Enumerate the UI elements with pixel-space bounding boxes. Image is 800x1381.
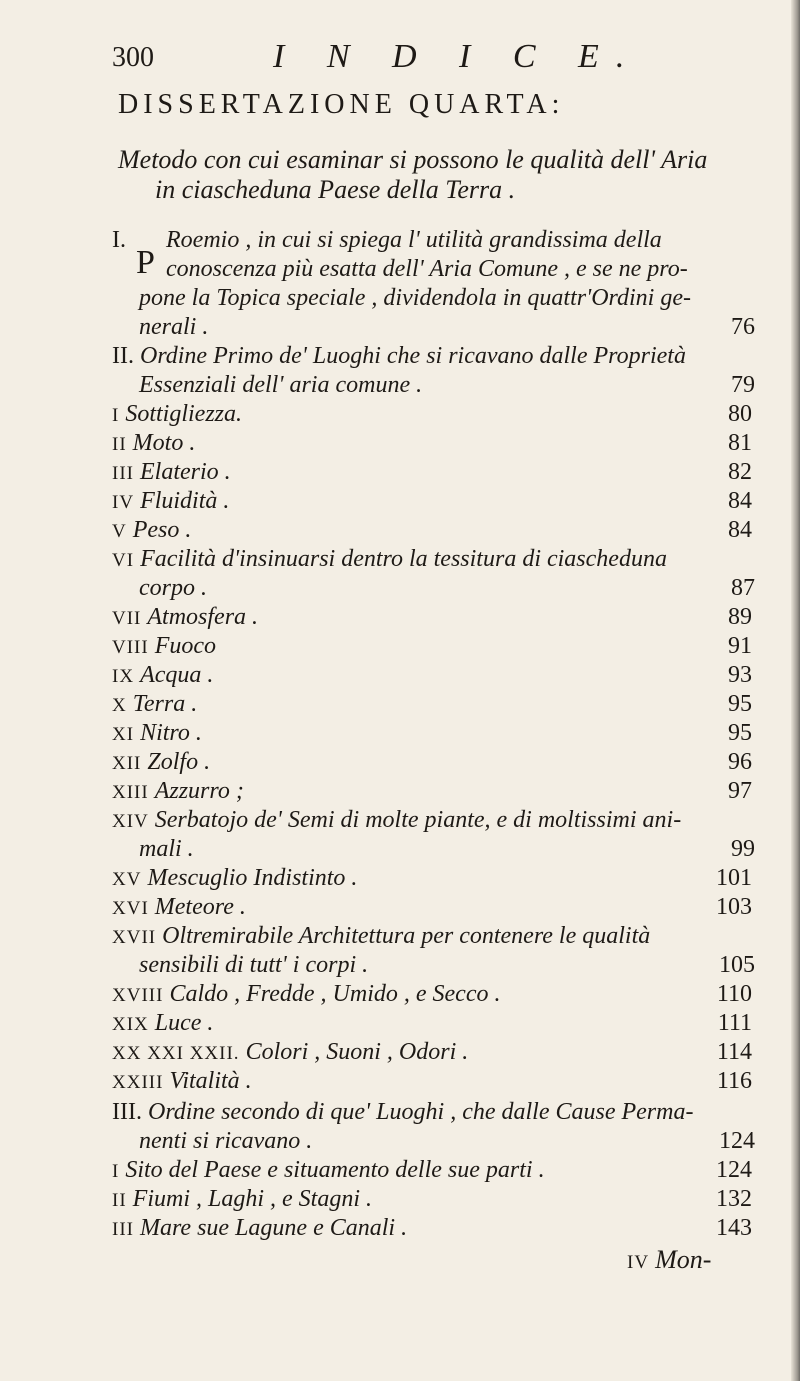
toc-entry-III: III. Ordine secondo di que' Luoghi , che dalle Cause Perma-: [112, 1099, 694, 1125]
page-number: 300: [112, 42, 154, 73]
toc-subitem: I Sottigliezza. 80: [112, 401, 752, 427]
toc-subitem: XX XXI XXII. Colori , Suoni , Odori . 114: [112, 1039, 752, 1065]
entry-number: III.: [112, 1099, 142, 1125]
dissertation-subtitle-line2: in ciascheduna Paese della Terra .: [155, 175, 516, 204]
toc-subitem: X Terra . 95: [112, 691, 752, 717]
entry-number: II.: [112, 343, 134, 369]
toc-subitem: VII Atmosfera . 89: [112, 604, 752, 630]
dissertation-title: DISSERTAZIONE QUARTA:: [118, 89, 565, 120]
toc-subitem: XII Zolfo . 96: [112, 749, 752, 775]
toc-subitem: XI Nitro . 95: [112, 720, 752, 746]
entry-number: I.: [112, 227, 126, 253]
toc-subitem: V Peso . 84: [112, 517, 752, 543]
page-edge-shadow: [791, 0, 800, 1381]
toc-subitem: XVI Meteore . 103: [112, 894, 752, 920]
toc-entry-I-line1: Roemio , in cui si spiega l' utilità grandissima della: [166, 227, 662, 253]
toc-subitem: II Fiumi , Laghi , e Stagni . 132: [112, 1186, 752, 1212]
toc-subitem: XVII Oltremirabile Architettura per contenere le qualità: [112, 923, 651, 949]
page-reference: 79: [731, 372, 755, 398]
toc-subitem-continuation: mali . 99: [139, 836, 755, 862]
toc-subitem: VI Facilità d'insinuarsi dentro la tessitura di ciascheduna: [112, 546, 667, 572]
catchword: IV Mon-: [627, 1245, 712, 1274]
toc-subitem-continuation: corpo . 87: [139, 575, 755, 601]
page-reference: 124: [719, 1128, 755, 1154]
page-reference: 76: [731, 314, 755, 340]
toc-subitem: XIV Serbatojo de' Semi di molte piante, e di moltissimi ani-: [112, 807, 682, 833]
dissertation-subtitle-line1: Metodo con cui esaminar si possono le qualità dell' Aria: [118, 145, 708, 174]
toc-subitem: III Mare sue Lagune e Canali . 143: [112, 1215, 752, 1241]
toc-subitem: XVIII Caldo , Fredde , Umido , e Secco . 110: [112, 981, 752, 1007]
toc-subitem: VIII Fuoco 91: [112, 633, 752, 659]
drop-cap-letter: P: [136, 244, 155, 281]
toc-subitem: IX Acqua . 93: [112, 662, 752, 688]
toc-entry-II: II. Ordine Primo de' Luoghi che si ricavano dalle Proprietà: [112, 343, 686, 369]
toc-subitem: XXIII Vitalità . 116: [112, 1068, 752, 1094]
toc-entry-I-line2: conoscenza più esatta dell' Aria Comune , e se ne pro-: [166, 256, 688, 282]
running-head-title: I N D I C E.: [273, 38, 642, 75]
running-header: [108, 36, 668, 76]
toc-entry-III-line2: nenti si ricavano . 124: [139, 1128, 755, 1154]
toc-subitem: XIII Azzurro ; 97: [112, 778, 752, 804]
toc-subitem: IV Fluidità . 84: [112, 488, 752, 514]
toc-entry-II-line2: Essenziali dell' aria comune . 79: [139, 372, 755, 398]
toc-subitem: II Moto . 81: [112, 430, 752, 456]
toc-subitem: I Sito del Paese e situamento delle sue parti . 124: [112, 1157, 752, 1183]
toc-entry-I-line3: pone la Topica speciale , dividendola in quattr'Ordini ge-: [139, 285, 691, 311]
toc-entry-I-line4: nerali . 76: [139, 314, 755, 340]
toc-subitem: XV Mescuglio Indistinto . 101: [112, 865, 752, 891]
toc-subitem: XIX Luce . 111: [112, 1010, 752, 1036]
toc-subitem: III Elaterio . 82: [112, 459, 752, 485]
toc-subitem-continuation: sensibili di tutt' i corpi . 105: [139, 952, 755, 978]
